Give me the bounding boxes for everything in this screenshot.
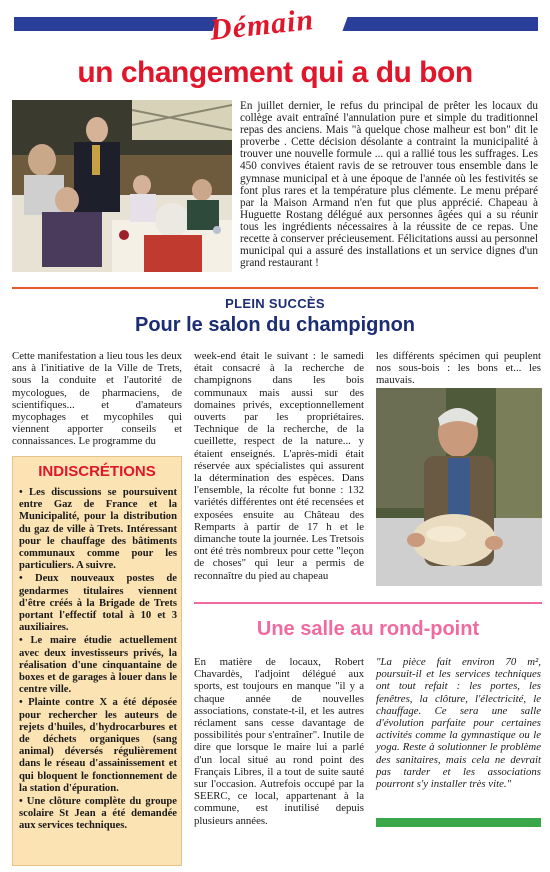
article-kicker: PLEIN SUCCÈS [225, 296, 325, 311]
article-column-2: week-end était le suivant : le samedi était consacré à la recherche de champignons dans les bois communaux mais aussi sur des domaines privés, exceptionnellement ouverts par les propriétaires. Technique de la recherche, de la cueillette, respect de la nature... y étaient enseignés. L'après-midi était réservée aux spécialistes qui assurent la détermination des espèces. Dans l'ensemble, la récolte fut bonne : 132 variétés différentes ont été recensées et exposées ensuite au Château des Remparts à partir de 17 h et le dimanche toute la journée. Les Tretsois ont été très nombreux pour cette "leçon de choses" qui leur a permis de reconnaître du pied au chapeau [194, 350, 364, 582]
article-title-2: Une salle au rond-point [256, 618, 480, 640]
article2-column-2: "La pièce fait environ 70 m², poursuit-il et les services techniques ont tout refait : les portes, les fenêtres, la clôture, l'électricité, le chauffage. Ce sera une salle d'évolution parfaite pour certaines activités comme la gymnastique ou le yoga. Reste à solutionner le problème des sanitaires, mais cela ne devrait pas tarder et les associations pourront s'y installer très vite." [376, 656, 541, 791]
banquet-photo [12, 100, 232, 272]
article-title: Pour le salon du champignon [134, 314, 416, 336]
headline: un changement qui a du bon [77, 56, 473, 89]
article-column-1: Cette manifestation a lieu tous les deux ans à l'initiative de la Ville de Trets, sous la conduite et l'autorité de mycologues, de pharmaciens, de scientifiques... et d'amateurs mycophages et mycophiles qui viennent apporter conseils et connaissances. Le programme du [12, 350, 182, 448]
section-label: Démain [208, 3, 316, 47]
indiscretion-item: • Le maire étudie actuellement avec deux investisseurs privés, la réalisation d'une cinquantaine de boxes et de garages à louer dans le centre ville. [19, 635, 177, 696]
mushroom-photo [376, 388, 542, 586]
indiscretion-item: • Plainte contre X a été déposée pour rechercher les auteurs de rejets d'huiles, d'hydrocarbures et de déchets organiques (sang animal) déversés régulièrement dans le réseau d'assainissement et qui bloquent le fonctionnement de la station d'épuration. [19, 697, 177, 794]
divider-rule [12, 287, 538, 289]
divider-rule-pink [194, 602, 542, 604]
indiscretion-item: • Les discussions se poursuivent entre Gaz de France et la Municipalité, pour la distribution du gaz de ville à Trets. Intéressant pour le chauffage des bâtiments communaux comme pour les particuliers. A suivre. [19, 487, 177, 572]
article-column-3: les différents spécimen qui peuplent nos sous-bois : les bons et... les mauvais. [376, 350, 541, 387]
indiscretions-box [12, 456, 182, 866]
article2-column-1: En matière de locaux, Robert Chavardès, l'adjoint délégué aux sports, est toujours en manque "il y a chaque année de nouvelles associations, constate-t-il, et les autres réclament sans cesse davantage de possibilités pour s'entraîner". Inutile de dire que lorsque le maire lui a parlé d'un local situé au rond point des Français Libres, il a tout de suite sauté sur l'occasion. Autrefois occupé par la SEERC, ce local, appartenant à la commune, est inutilisé depuis plusieurs années. [194, 656, 364, 827]
intro-paragraph: En juillet dernier, le refus du principal de prêter les locaux du collège avait entraîné l'annulation pure et simple du traditionnel repas des anciens. Mais "à quelque chose malheur est bon" dit le proverbe . Cette décision désolante a contraint la municipalité à trouver une nouvelle formule ... qui a rallié tous les suffrages. Les 450 convives étaient ravis de se retrouver tous ensemble dans le gymnase municipal et à une époque de l'année où les festivités se font plus rares et la température plus clémente. Le menu préparé par la Maison Armand n'en fut que plus apprécié. Chapeau à Huguette Rostang délégué aux personnes âgées qui a su réunir tous les ingrédients nécessaires à la réussite de ce repas. Une recette à conserver précieusement. Félicitations aussi au personnel municipal qui a assuré des installations et un service dignes d'un grand restaurant ! [240, 100, 538, 270]
indiscretion-item: • Une clôture complète du groupe scolaire St Jean a été demandée aux services techniques. [19, 796, 177, 832]
indiscretions-title: INDISCRÉTIONS [38, 463, 156, 480]
indiscretion-item: • Deux nouveaux postes de gendarmes titulaires viennent d'être créés à la Brigade de Trets portant l'effectif total à 10 et 3 auxiliaires. [19, 573, 177, 634]
green-bar [376, 818, 541, 827]
indiscretions-list [19, 487, 177, 834]
